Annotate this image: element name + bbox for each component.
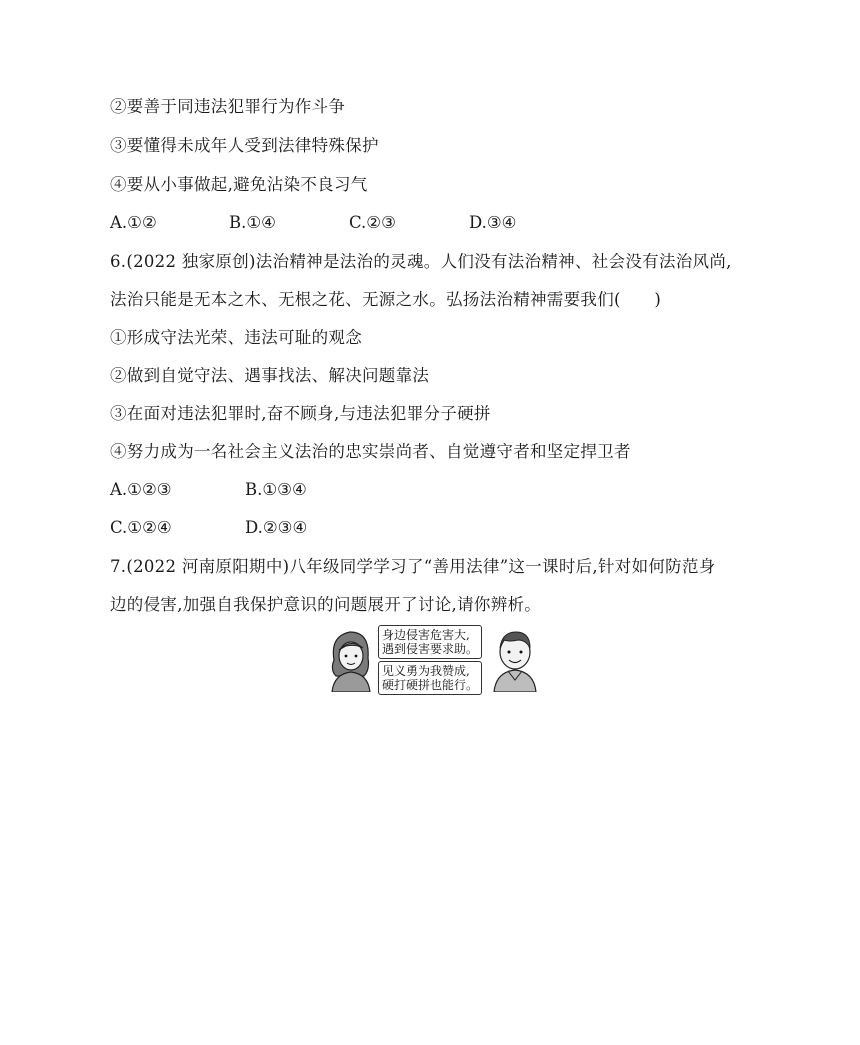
q5-option-c: C.②③	[349, 213, 396, 232]
q7-stem-line-1: 7.(2022 河南原阳期中)八年级同学学习了“善用法律”这一课时后,针对如何防范身	[110, 557, 716, 576]
speech-bubble-girl: 身边侵害危害大, 遇到侵害要求助。	[378, 625, 482, 659]
q5-option-d: D.③④	[469, 213, 517, 232]
q6-item-1: ①形成守法光荣、违法可耻的观念	[110, 328, 362, 347]
q6-item-3: ③在面对违法犯罪时,奋不顾身,与违法犯罪分子硬拼	[110, 404, 491, 423]
q6-option-d: D.②③④	[245, 518, 308, 537]
q7-stem-line-2: 边的侵害,加强自我保护意识的问题展开了讨论,请你辨析。	[110, 595, 542, 614]
boy-student-icon	[488, 626, 542, 692]
q6-stem-line-1: 6.(2022 独家原创)法治精神是法治的灵魂。人们没有法治精神、社会没有法治风尚,	[110, 252, 732, 271]
q6-item-2: ②做到自觉守法、遇事找法、解决问题靠法	[110, 366, 430, 385]
q6-option-c: C.①②④	[110, 518, 172, 537]
q6-option-a: A.①②③	[110, 480, 172, 499]
discussion-illustration	[320, 624, 540, 694]
q6-stem-line-2: 法治只能是无本之木、无根之花、无源之水。弘扬法治精神需要我们( )	[110, 290, 662, 309]
q5-option-b: B.①④	[229, 213, 276, 232]
q5-option-a: A.①②	[110, 213, 157, 232]
q6-option-b: B.①③④	[245, 480, 307, 499]
q5-item-2: ②要善于同违法犯罪行为作斗争	[110, 97, 346, 116]
speech-bubble-boy: 见义勇为我赞成, 硬打硬拼也能行。	[378, 661, 482, 695]
girl-student-icon	[324, 626, 380, 692]
q5-item-4: ④要从小事做起,避免沾染不良习气	[110, 175, 368, 194]
q6-item-4: ④努力成为一名社会主义法治的忠实崇尚者、自觉遵守者和坚定捍卫者	[110, 442, 631, 461]
q5-item-3: ③要懂得未成年人受到法律特殊保护	[110, 136, 379, 155]
